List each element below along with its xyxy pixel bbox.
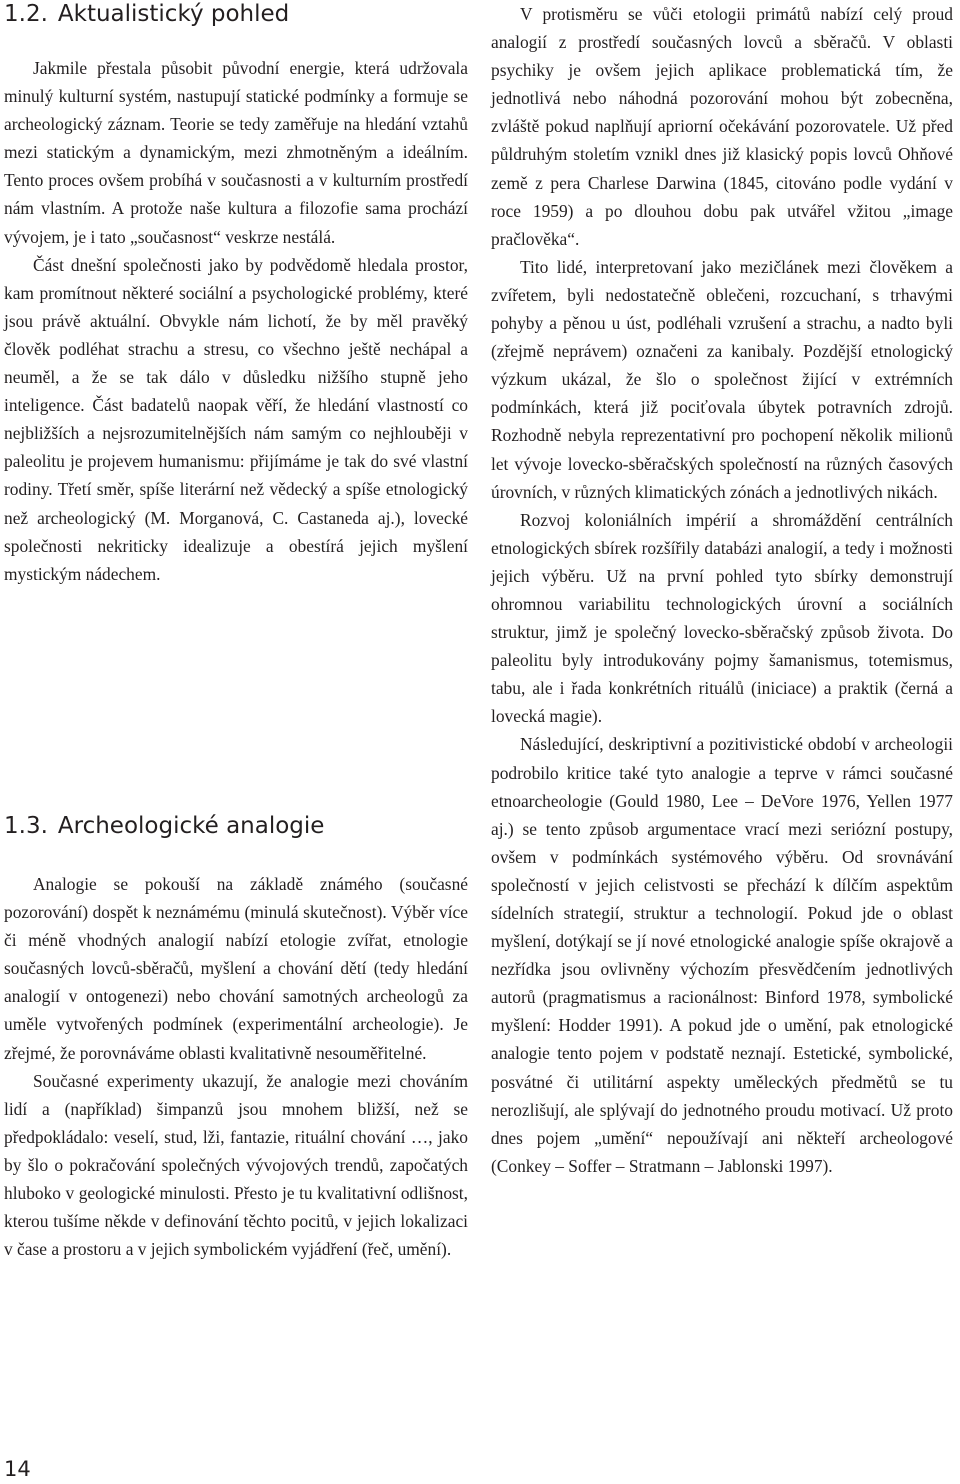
right-column bbox=[491, 0, 953, 1180]
paragraph: Jakmile přestala působit původní energie, která udržovala minulý kulturní systém, nastupují statické podmínky a formuje se archeologický záznam. Teorie se tedy zaměřuje na hledání vztahů mezi statickým a dynamickým, mezi zhmotněným a ideálním. Tento proces ovšem probíhá v současnosti a v kulturním prostředí nám vlastním. A protože naše kultura a filozofie sama prochází vývojem, je i tato „současnost“ veskrze nestálá. bbox=[4, 58, 468, 247]
section-number: 1.3. bbox=[4, 813, 48, 839]
section-title: Archeologické analogie bbox=[57, 813, 325, 839]
paragraph: V protisměru se vůči etologii primátů nabízí celý proud analogií z prostředí současných lovců a sběračů. V oblasti psychiky je ovšem jejich aplikace problematická tím, že jednotlivá nebo náhodná pozorování mohou být zobecněna, zvláště pokud naplňují apriorní očekávání pozorovatele. Už před půldruhým stoletím vznikl dnes již klasický popis lovců Ohňové země z pera Charlese Darwina (1845, citováno podle vydání v roce 1959) a po dlouhou dobu pak utvářel vžitou „image pračlověka“. bbox=[491, 4, 953, 249]
page-number: 14 bbox=[4, 1457, 31, 1481]
section-title: Aktualistický pohled bbox=[57, 1, 290, 27]
paragraph: Analogie se pokouší na základě známého (současné pozorování) dospět k neznámému (minulá skutečnost). Výběr více či méně vhodných analogií nabízí etologie zvířat, etnologie současných lovců-sběračů, myšlení a chování dětí (tedy hledání analogií v ontogenezi) nebo chování samotných archeologů za uměle vytvořených podmínek (experimentální archeologie). Je zřejmé, že porovnáváme oblasti kvalitativně nesouměřitelné. bbox=[4, 874, 468, 1063]
section-body-archeologicke-analogie bbox=[4, 870, 468, 1263]
section-number: 1.2. bbox=[4, 1, 48, 27]
paragraph: Současné experimenty ukazují, že analogie mezi chováním lidí a (například) šimpanzů jsou mnohem bližší, než se předpokládalo: veselí, stud, lži, fantazie, rituální chování …, jako by šlo o pokračování společných vývojových trendů, započatých hluboko v geologické minulosti. Přesto je tu kvalitativní odlišnost, kterou tušíme někde v definování těchto pocitů, v jejich lokalizaci v čase a prostoru a v jejich symbolickém vyjádření (řeč, umění). bbox=[4, 1070, 468, 1260]
paragraph: Rozvoj koloniálních impérií a shromáždění centrálních etnologických sbírek rozšířily databázi analogií, a tedy i možnosti jejich výběru. Už na první pohled tyto sbírky demonstrují ohromnou variabilitu technologických úrovní a sociálních struktur, jimž je společný lovecko-sběračský způsob života. Do paleolitu byly introdukovány pojmy šamanismus, totemismus, tabu, ale i řada konkrétních rituálů (iniciace) a praktik (černá a lovecká magie). bbox=[491, 509, 953, 727]
section-heading-aktualisticky-pohled bbox=[4, 0, 289, 28]
paragraph: Následující, deskriptivní a pozitivistické období v archeologii podrobilo kritice také tyto analogie a teprve v rámci současné etnoarcheologie (Gould 1980, Lee – DeVore 1976, Yellen 1977 aj.) se tento způsob argumentace vrací mezi seriózní postupy, ovšem v podmínkách systémového výběru. Od srovnávání společností v jejich celistvosti se přechází k dílčím aspektům sídelních strategií, struktur a technologií. Pokud jde o oblast myšlení, dotýkají se jí nové etnologické analogie spíše okrajově a nezřídka jsou ovlivněny výchozím přesvědčením jednotlivých autorů (pragmatismus a racionálnost: Binford 1978, symbolické myšlení: Hodder 1991). A pokud jde o umění, pak etnologické analogie tento pojem v podstatě neznají. Estetické, symbolické, posvátné či utilitární aspekty uměleckých předmětů se tu nerozlišují, ale splývají do jednotného proudu motivací. Už proto dnes pojem „umění“ nepoužívají ani někteří archeologové (Conkey – Soffer – Stratmann – Jablonski 1997). bbox=[491, 734, 953, 1176]
section-heading-archeologicke-analogie bbox=[4, 812, 324, 840]
paragraph: Část dnešní společnosti jako by podvědomě hledala prostor, kam promítnout některé sociální a psychologické problémy, které jsou právě aktuální. Obvykle nám lichotí, že by měl pravěký člověk podléhat strachu a stresu, co všechno ještě nechápal a neuměl, a že se tak dálo v důsledku nižšího stupně jeho inteligence. Část badatelů naopak věří, že hledání vlastností co nejbližších a nejsrozumitelnějších nám samým co nejhlouběji v paleolitu je projevem humanismu: přijímáme je tak do své vlastní rodiny. Třetí směr, spíše literární než vědecký a spíše etnologický než archeologický (M. Morganová, C. Castaneda aj.), lovecké společnosti nekriticky idealizuje a obestírá jejich myšlení mystickým nádechem. bbox=[4, 254, 468, 584]
section-body-aktualisticky-pohled bbox=[4, 54, 468, 588]
paragraph: Tito lidé, interpretovaní jako mezičlánek mezi člověkem a zvířetem, byli nedostatečně oblečeni, rozcuchaní, s trhavými pohyby a pěnou u úst, podléhali vzrušení a strachu, a nadto byli (zřejmě neprávem) označeni za kanibaly. Pozdější etnologický výzkum ukázal, že šlo o společnost žijící v extrémních podmínkách, která již pociťovala úbytek potravních zdrojů. Rozhodně nebyla reprezentativní pro pochopení několik milionů let vývoje lovecko-sběračských společností na různých časových úrovních, v různých klimatických zónách a jednotlivých nikách. bbox=[491, 256, 953, 502]
